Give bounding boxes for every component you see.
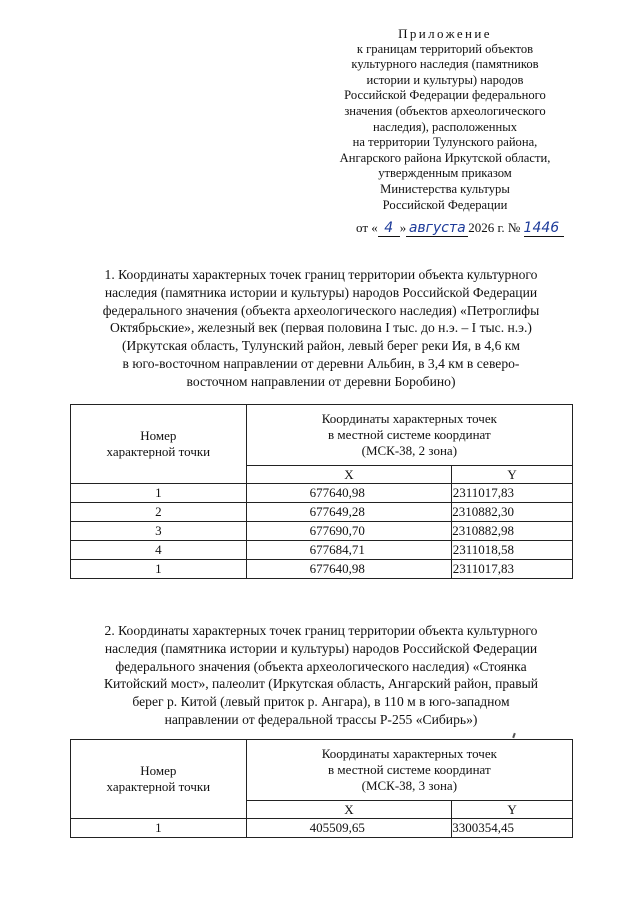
header-line: характерной точки xyxy=(106,444,211,459)
heading-line: в юго-восточном направлении от деревни Альбин, в 3,4 км в северо- xyxy=(122,355,520,371)
appendix-line: истории и культуры) народов xyxy=(366,72,524,87)
appendix-line: на территории Тулунского района, xyxy=(352,135,538,150)
heading-line: 1. Координаты характерных точек границ территории объекта культурного xyxy=(104,267,538,282)
table-row xyxy=(71,484,573,503)
appendix-title: Приложение xyxy=(398,26,492,41)
cell-x: 677684,71 xyxy=(246,541,452,560)
section-1-heading xyxy=(66,266,576,391)
appendix-line: наследия), расположенных xyxy=(372,119,518,134)
cell-point-number: 1 xyxy=(71,484,247,503)
cell-x: 677640,98 xyxy=(246,484,452,503)
appendix-line: Российской Федерации xyxy=(382,197,508,212)
appendix-line: культурного наследия (памятников xyxy=(351,57,539,72)
column-header-x: X xyxy=(246,801,452,819)
cell-point-number: 2 xyxy=(71,503,247,522)
cell-point-number: 4 xyxy=(71,541,247,560)
cell-point-number: 1 xyxy=(71,560,247,579)
cell-point-number: 3 xyxy=(71,522,247,541)
header-line: в местной системе координат xyxy=(328,427,491,442)
heading-line: (Иркутская область, Тулунский район, левый берег реки Ия, в 4,6 км xyxy=(122,338,520,354)
cell-x: 677640,98 xyxy=(246,560,452,579)
column-header-x: X xyxy=(246,466,452,484)
heading-line: направлении от федеральной трассы Р-255 «Сибирь») xyxy=(164,711,478,727)
order-prefix: от « xyxy=(356,220,378,235)
table-row xyxy=(71,819,573,838)
column-header-y: Y xyxy=(452,466,573,484)
header-line: Номер xyxy=(140,763,177,778)
order-month: августа xyxy=(406,220,468,237)
cell-x: 405509,65 xyxy=(246,819,452,838)
appendix-block xyxy=(300,26,590,213)
header-line: в местной системе координат xyxy=(328,762,491,777)
order-day: 4 xyxy=(378,220,400,237)
table-row xyxy=(71,560,573,579)
header-line: (МСК-38, 3 зона) xyxy=(361,778,458,793)
heading-line: Китойский мост», палеолит (Иркутская область, Ангарский район, правый xyxy=(103,676,539,692)
heading-line: федерального значения (объекта археологического наследия) «Петроглифы xyxy=(102,302,540,318)
header-line: характерной точки xyxy=(106,779,211,794)
cell-x: 677690,70 xyxy=(246,522,452,541)
header-line: Координаты характерных точек xyxy=(321,746,497,761)
appendix-line: утвержденным приказом xyxy=(378,166,512,181)
heading-line: наследия (памятника истории и культуры) народов Российской Федерации xyxy=(104,640,538,656)
header-line: (МСК-38, 2 зона) xyxy=(361,443,458,458)
column-header-coordinates xyxy=(246,405,572,466)
appendix-line: Российской Федерации федерального xyxy=(344,88,546,103)
table-row xyxy=(71,503,573,522)
header-line: Номер xyxy=(140,428,177,443)
appendix-line: Ангарского района Иркутской области, xyxy=(339,150,551,165)
appendix-line: Министерства культуры xyxy=(380,181,510,196)
heading-line: наследия (памятника истории и культуры) народов Российской Федерации xyxy=(104,284,538,300)
cell-y: 2311017,83 xyxy=(452,560,573,579)
heading-line: берег р. Китой (левый приток р. Ангара), в 110 м в юго-западном xyxy=(132,694,510,710)
order-sep: » xyxy=(399,220,407,235)
cell-point-number: 1 xyxy=(71,819,247,838)
heading-line: восточном направлении от деревни Боробино) xyxy=(186,373,456,389)
heading-line: 2. Координаты характерных точек границ территории объекта культурного xyxy=(104,623,538,638)
heading-line: федерального значения (объекта археологического наследия) «Стоянка xyxy=(115,658,527,674)
coordinates-table-1 xyxy=(70,404,573,579)
column-header-y: Y xyxy=(452,801,573,819)
cell-y: 3300354,45 xyxy=(452,819,573,838)
cell-y: 2311018,58 xyxy=(452,541,573,560)
table-row xyxy=(71,522,573,541)
cell-y: 2310882,98 xyxy=(452,522,573,541)
column-header-point-number xyxy=(71,740,247,819)
order-reference xyxy=(356,220,586,237)
cell-y: 2310882,30 xyxy=(452,503,573,522)
column-header-point-number xyxy=(71,405,247,484)
header-line: Координаты характерных точек xyxy=(321,411,497,426)
order-year: 2026 г. № xyxy=(468,220,521,235)
coordinates-table-2 xyxy=(70,739,573,838)
order-number: 1446 xyxy=(524,220,564,237)
heading-line: Октябрьские», железный век (первая половина I тыс. до н.э. – I тыс. н.э.) xyxy=(110,320,532,336)
column-header-coordinates xyxy=(246,740,572,801)
cell-y: 2311017,83 xyxy=(452,484,573,503)
section-2-heading xyxy=(66,622,576,729)
appendix-line: к границам территорий объектов xyxy=(356,41,534,56)
cell-x: 677649,28 xyxy=(246,503,452,522)
scan-mark xyxy=(512,733,516,738)
table-row xyxy=(71,541,573,560)
appendix-line: значения (объектов археологического xyxy=(344,103,546,118)
